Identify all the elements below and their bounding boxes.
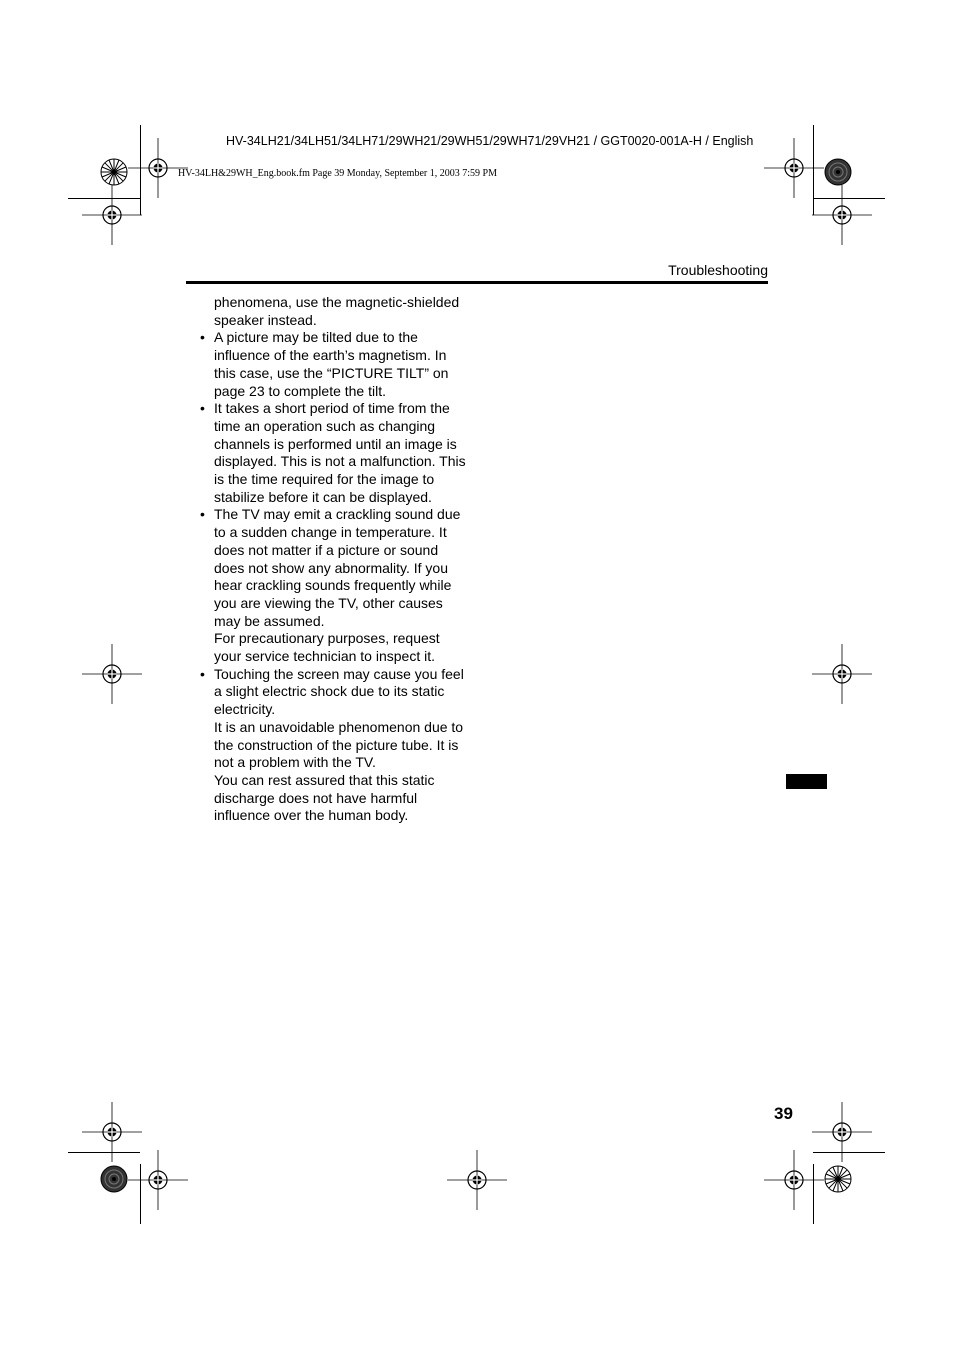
intro-paragraph: phenomena, use the magnetic-shielded speaker instead. xyxy=(214,294,460,328)
list-item-note: It is an unavoidable phenomenon due to the construction of the picture tube. It is not a problem with the TV. xyxy=(214,718,464,771)
page-number: 39 xyxy=(774,1104,793,1123)
model-header: HV-34LH21/34LH51/34LH71/29WH21/29WH51/29WH71/29VH21 / GGT0020-001A-H / English xyxy=(226,134,754,148)
list-item-text: It takes a short period of time from the time an operation such as changing channels is performed until an image is displayed. This is not a malfunction. This is the time required for the image to stabilize before it can be displayed. xyxy=(214,400,466,505)
list-item-text: A picture may be tilted due to the influence of the earth’s magnetism. In this case, use the “PICTURE TILT” on page 23 to complete the tilt. xyxy=(214,329,449,399)
section-title: Troubleshooting xyxy=(668,262,768,278)
list-item-text: The TV may emit a crackling sound due to a sudden change in temperature. It does not matter if a picture or sound does not show any abnormality. If you hear crackling sounds frequently while you are viewing the TV, other causes may be assumed. xyxy=(214,506,461,629)
list-item-text: Touching the screen may cause you feel a slight electric shock due to its static electricity. xyxy=(214,665,464,718)
file-info-header: HV-34LH&29WH_Eng.book.fm Page 39 Monday, September 1, 2003 7:59 PM xyxy=(178,168,497,179)
bullet-icon: • xyxy=(200,506,205,523)
list-item-note: You can rest assured that this static discharge does not have harmful influence over the human body. xyxy=(214,771,435,824)
bullet-icon: • xyxy=(200,665,205,682)
list-item-note: For precautionary purposes, request your service technician to inspect it. xyxy=(214,630,440,665)
bullet-icon: • xyxy=(200,329,205,346)
bullet-icon: • xyxy=(200,400,205,417)
